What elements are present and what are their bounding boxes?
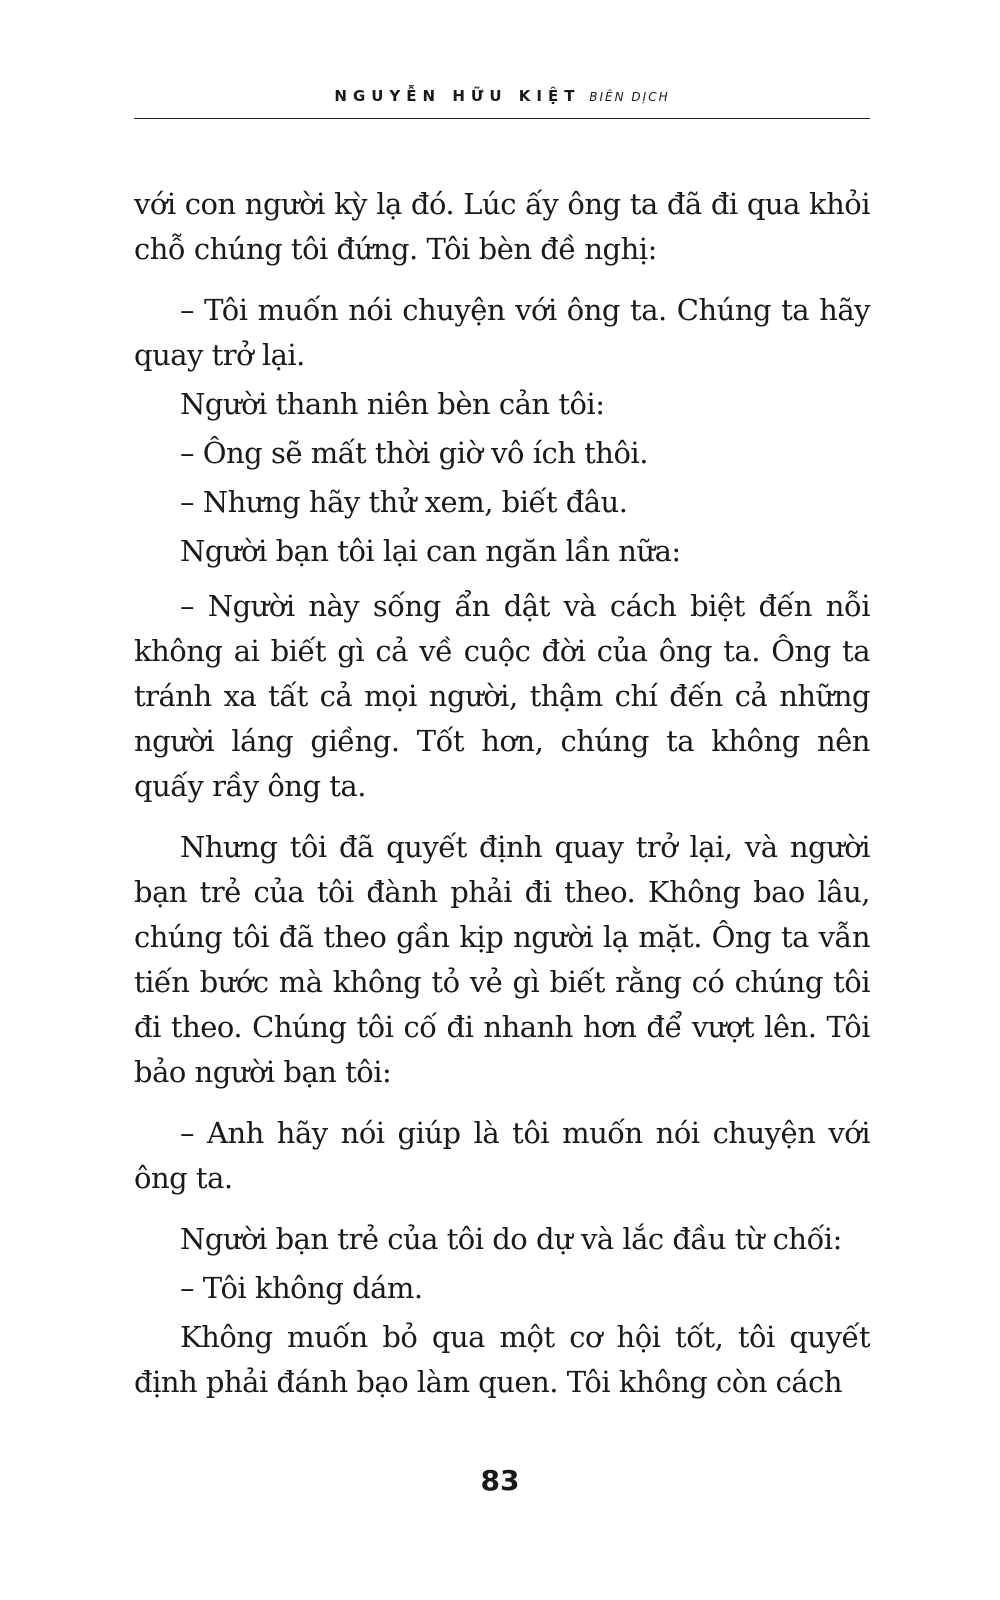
header-author: NGUYỄN HỮU KIỆT (334, 87, 581, 105)
paragraph: – Nhưng hãy thử xem, biết đâu. (180, 485, 628, 519)
paragraph: Không muốn bỏ qua một cơ hội tốt, tôi quyết định phải đánh bạo làm quen. Tôi không còn cách (134, 1320, 870, 1399)
paragraph: – Người này sống ẩn dật và cách biệt đến nỗi không ai biết gì cả về cuộc đời của ông ta. Ông ta tránh xa tất cả mọi người, thậm chí đến cả những người láng giềng. Tốt hơn, chúng ta không nên quấy rầy ông ta. (134, 589, 870, 803)
body-text (134, 182, 870, 1405)
running-header (134, 86, 870, 107)
paragraph: – Ông sẽ mất thời giờ vô ích thôi. (180, 436, 648, 470)
header-role: BIÊN DỊCH (589, 90, 670, 104)
page-number: 83 (480, 1464, 520, 1497)
paragraph: Người bạn trẻ của tôi do dự và lắc đầu từ chối: (180, 1222, 842, 1256)
paragraph: – Tôi muốn nói chuyện với ông ta. Chúng ta hãy quay trở lại. (134, 293, 870, 372)
paragraph: với con người kỳ lạ đó. Lúc ấy ông ta đã đi qua khỏi chỗ chúng tôi đứng. Tôi bèn đề nghị: (134, 187, 870, 266)
paragraph: – Tôi không dám. (180, 1271, 423, 1305)
header-divider (134, 118, 870, 119)
paragraph: Người bạn tôi lại can ngăn lần nữa: (180, 534, 681, 568)
paragraph: Người thanh niên bèn cản tôi: (180, 387, 605, 421)
paragraph: – Anh hãy nói giúp là tôi muốn nói chuyện với ông ta. (134, 1116, 870, 1195)
paragraph: Nhưng tôi đã quyết định quay trở lại, và người bạn trẻ của tôi đành phải đi theo. Không bao lâu, chúng tôi đã theo gần kịp người lạ mặt. Ông ta vẫn tiến bước mà không tỏ vẻ gì biết rằng có chúng tôi đi theo. Chúng tôi cố đi nhanh hơn để vượt lên. Tôi bảo người bạn tôi: (134, 830, 870, 1089)
